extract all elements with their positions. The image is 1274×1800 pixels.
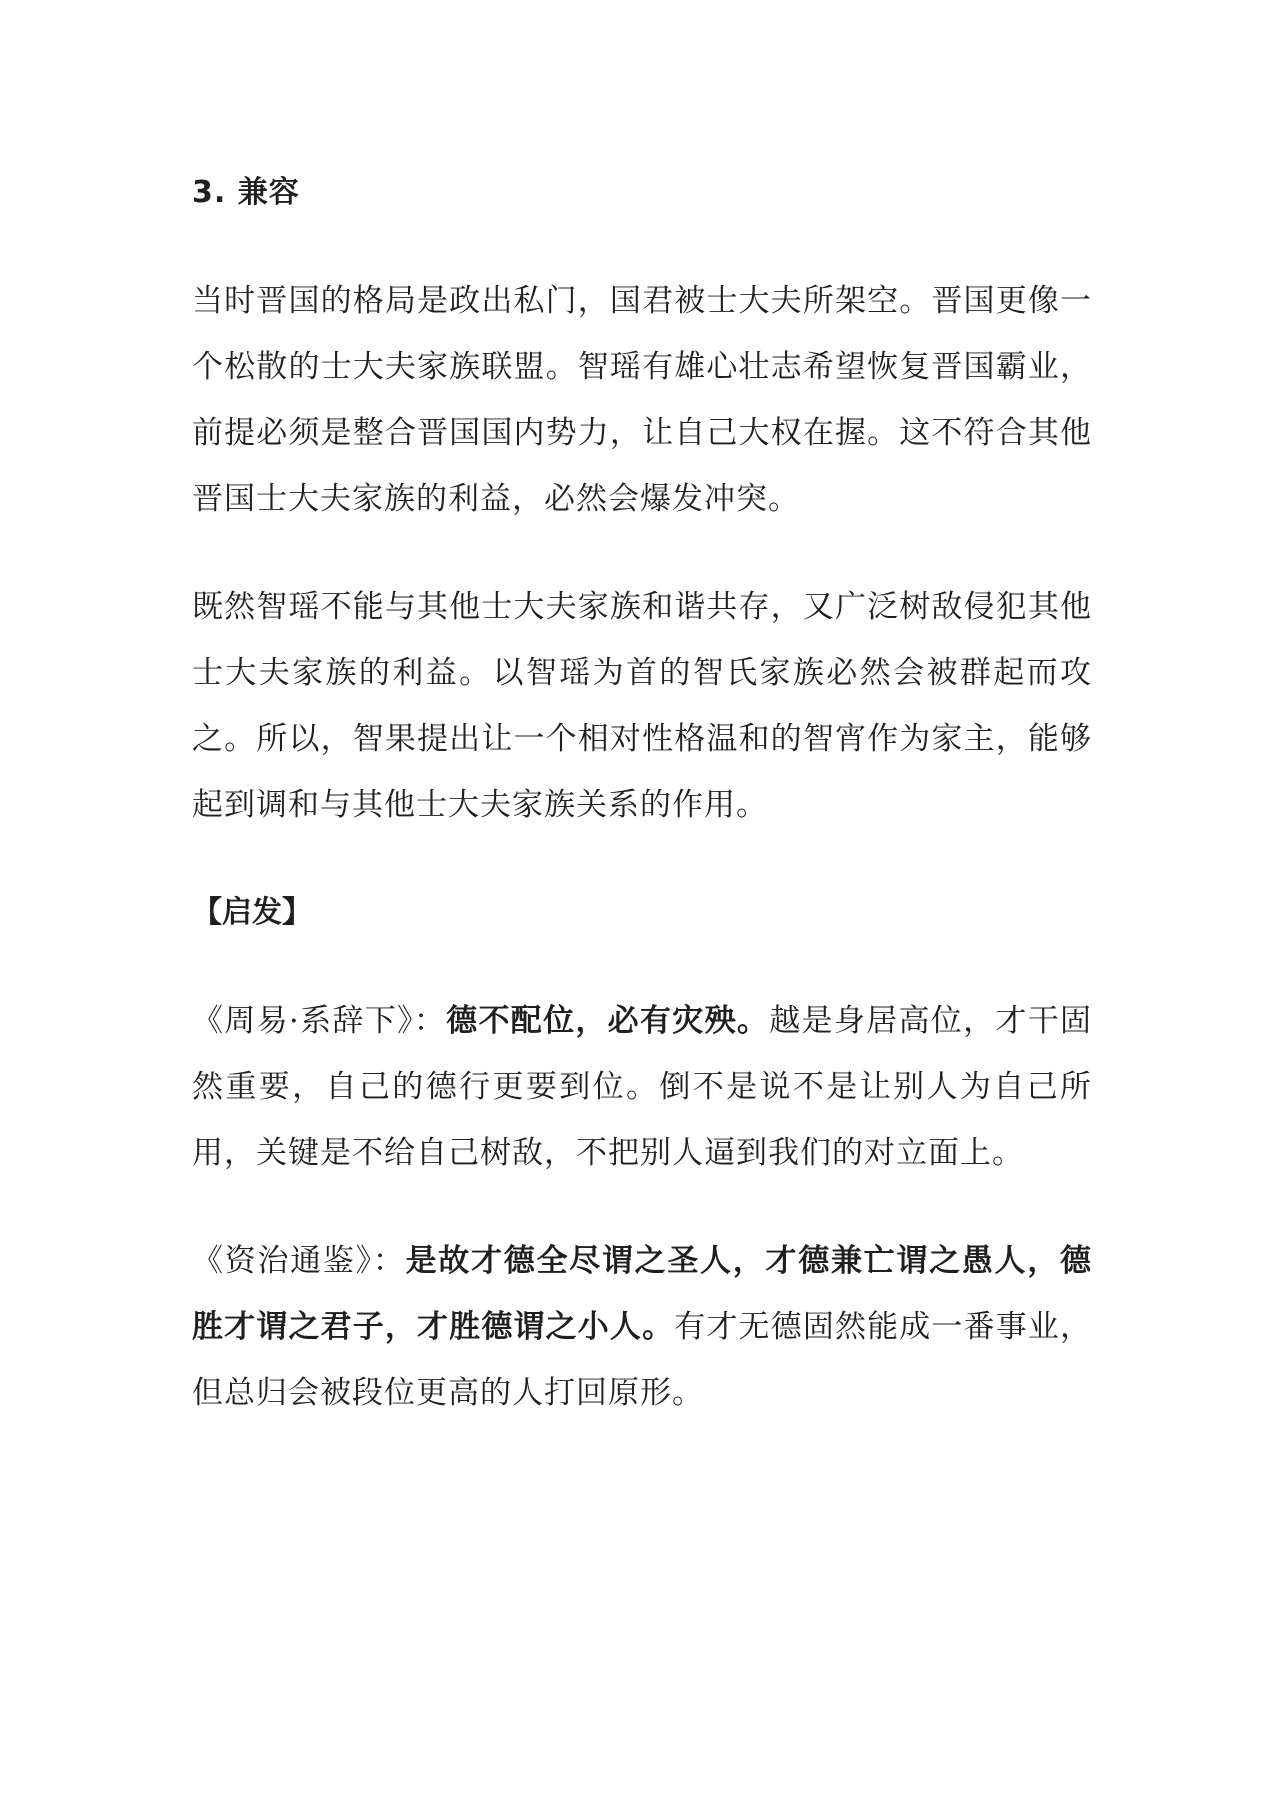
- quote-zizhitongjian: [192, 1228, 1092, 1426]
- quote-zhouyi-bold: 德不配位，必有灾殃。: [446, 1003, 770, 1039]
- quote-zhouyi: [192, 988, 1092, 1186]
- paragraph-2: 既然智瑶不能与其他士大夫家族和谐共存，又广泛树敌侵犯其他士大夫家族的利益。以智瑶为首的智氏家族必然会被群起而攻之。所以，智果提出让一个相对性格温和的智宵作为家主，能够起到调和与其他士大夫家族关系的作用。: [192, 589, 1092, 823]
- insight-heading: 【启发】: [192, 895, 312, 930]
- quote-zhouyi-source: 《周易·系辞下》：: [192, 1003, 447, 1039]
- document-content: [192, 160, 1092, 1468]
- quote-zizhitongjian-bold: 是故才德全尽谓之圣人，才德兼亡谓之愚人，德胜才谓之君子，才胜德谓之小人。: [192, 1243, 1093, 1345]
- paragraph-1: 当时晋国的格局是政出私门，国君被士大夫所架空。晋国更像一个松散的士大夫家族联盟。智瑶有雄心壮志希望恢复晋国霸业，前提必须是整合晋国国内势力，让自己大权在握。这不符合其他晋国士大夫家族的利益，必然会爆发冲突。: [192, 283, 1092, 517]
- quote-zizhitongjian-source: 《资治通鉴》：: [192, 1243, 406, 1279]
- quote-zizhitongjian-text: 有才无德固然能成一番事业，但总归会被段位更高的人打回原形。: [192, 1309, 1093, 1411]
- quote-zhouyi-text: 越是身居高位，才干固然重要，自己的德行更要到位。倒不是说不是让别人为自己所用，关键是不给自己树敌，不把别人逼到我们的对立面上。: [192, 1003, 1093, 1171]
- section-heading: 3. 兼容: [192, 175, 300, 210]
